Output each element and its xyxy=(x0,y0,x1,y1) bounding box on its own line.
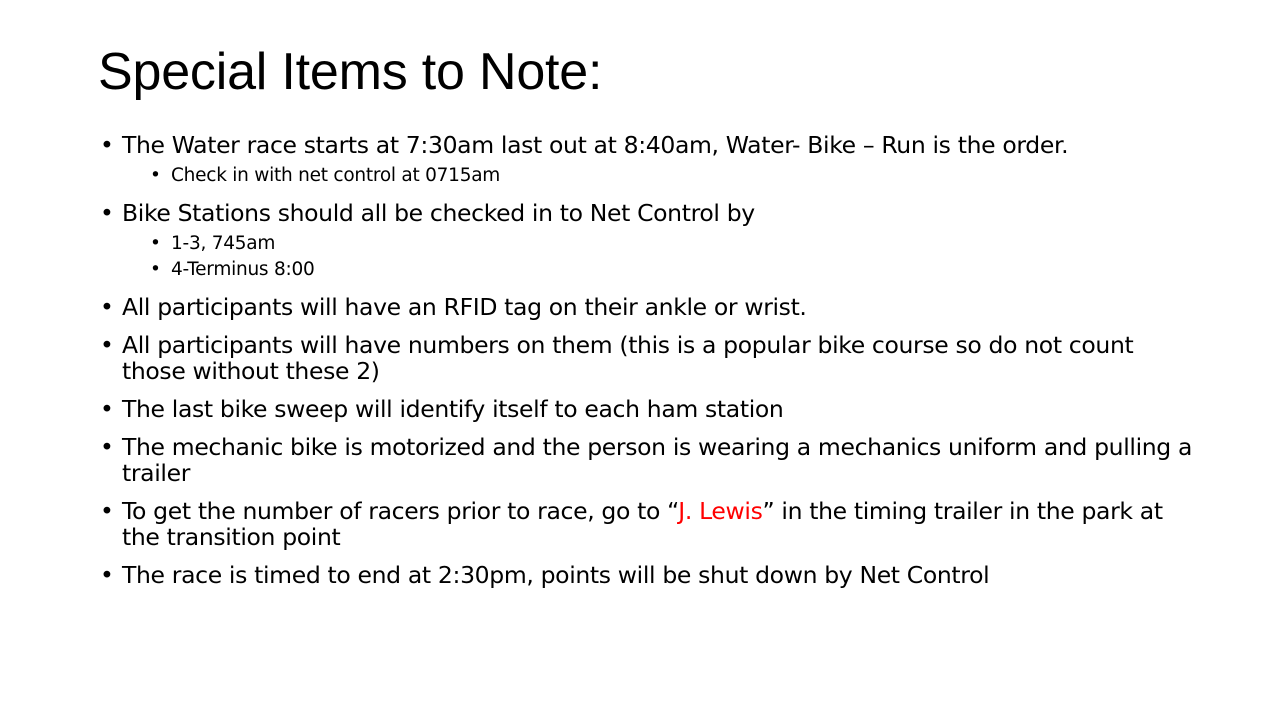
bullet-icon: • xyxy=(100,331,114,359)
bullet-icon: • xyxy=(100,293,114,321)
sub-bullet-text: 4-Terminus 8:00 xyxy=(171,259,315,280)
bullet-item xyxy=(96,562,1196,588)
slide-title: Special Items to Note: xyxy=(98,43,603,101)
bullet-text: Bike Stations should all be checked in to Net Control by xyxy=(122,199,755,227)
bullet-icon: • xyxy=(150,233,161,254)
bullet-item xyxy=(96,396,1196,422)
bullet-item xyxy=(96,200,1196,282)
bullet-text: The mechanic bike is motorized and the person is wearing a mechanics uniform and pulling a trailer xyxy=(122,433,1193,487)
bullet-icon: • xyxy=(100,131,114,159)
bullet-text-after: ” in the timing trailer in the park at the transition point xyxy=(122,497,1163,551)
sub-bullet-list xyxy=(122,232,1196,282)
bullet-text: The Water race starts at 7:30am last out at 8:40am, Water- Bike – Run is the order. xyxy=(122,131,1069,159)
sub-bullet-item xyxy=(122,258,1196,282)
sub-bullet-list xyxy=(122,164,1196,188)
bullet-text-before: To get the number of racers prior to race, go to “ xyxy=(122,497,679,525)
bullet-list xyxy=(96,132,1196,588)
bullet-item xyxy=(96,294,1196,320)
bullet-item xyxy=(96,132,1196,188)
bullet-icon: • xyxy=(100,561,114,589)
sub-bullet-item xyxy=(122,164,1196,188)
sub-bullet-item xyxy=(122,232,1196,256)
bullet-icon: • xyxy=(100,433,114,461)
bullet-text: The last bike sweep will identify itself to each ham station xyxy=(122,395,784,423)
bullet-icon: • xyxy=(100,199,114,227)
bullet-item xyxy=(96,434,1196,486)
sub-bullet-text: Check in with net control at 0715am xyxy=(171,165,501,186)
bullet-text: All participants will have an RFID tag on their ankle or wrist. xyxy=(122,293,807,321)
bullet-icon: • xyxy=(150,259,161,280)
bullet-icon: • xyxy=(100,395,114,423)
sub-bullet-text: 1-3, 745am xyxy=(171,233,276,254)
contact-name-highlight: J. Lewis xyxy=(678,497,763,525)
bullet-icon: • xyxy=(100,497,114,525)
bullet-icon: • xyxy=(150,165,161,186)
bullet-text: All participants will have numbers on them (this is a popular bike course so do not count those without these 2) xyxy=(122,331,1134,385)
bullet-item xyxy=(96,498,1196,550)
bullet-item xyxy=(96,332,1196,384)
bullet-text: The race is timed to end at 2:30pm, points will be shut down by Net Control xyxy=(122,561,990,589)
